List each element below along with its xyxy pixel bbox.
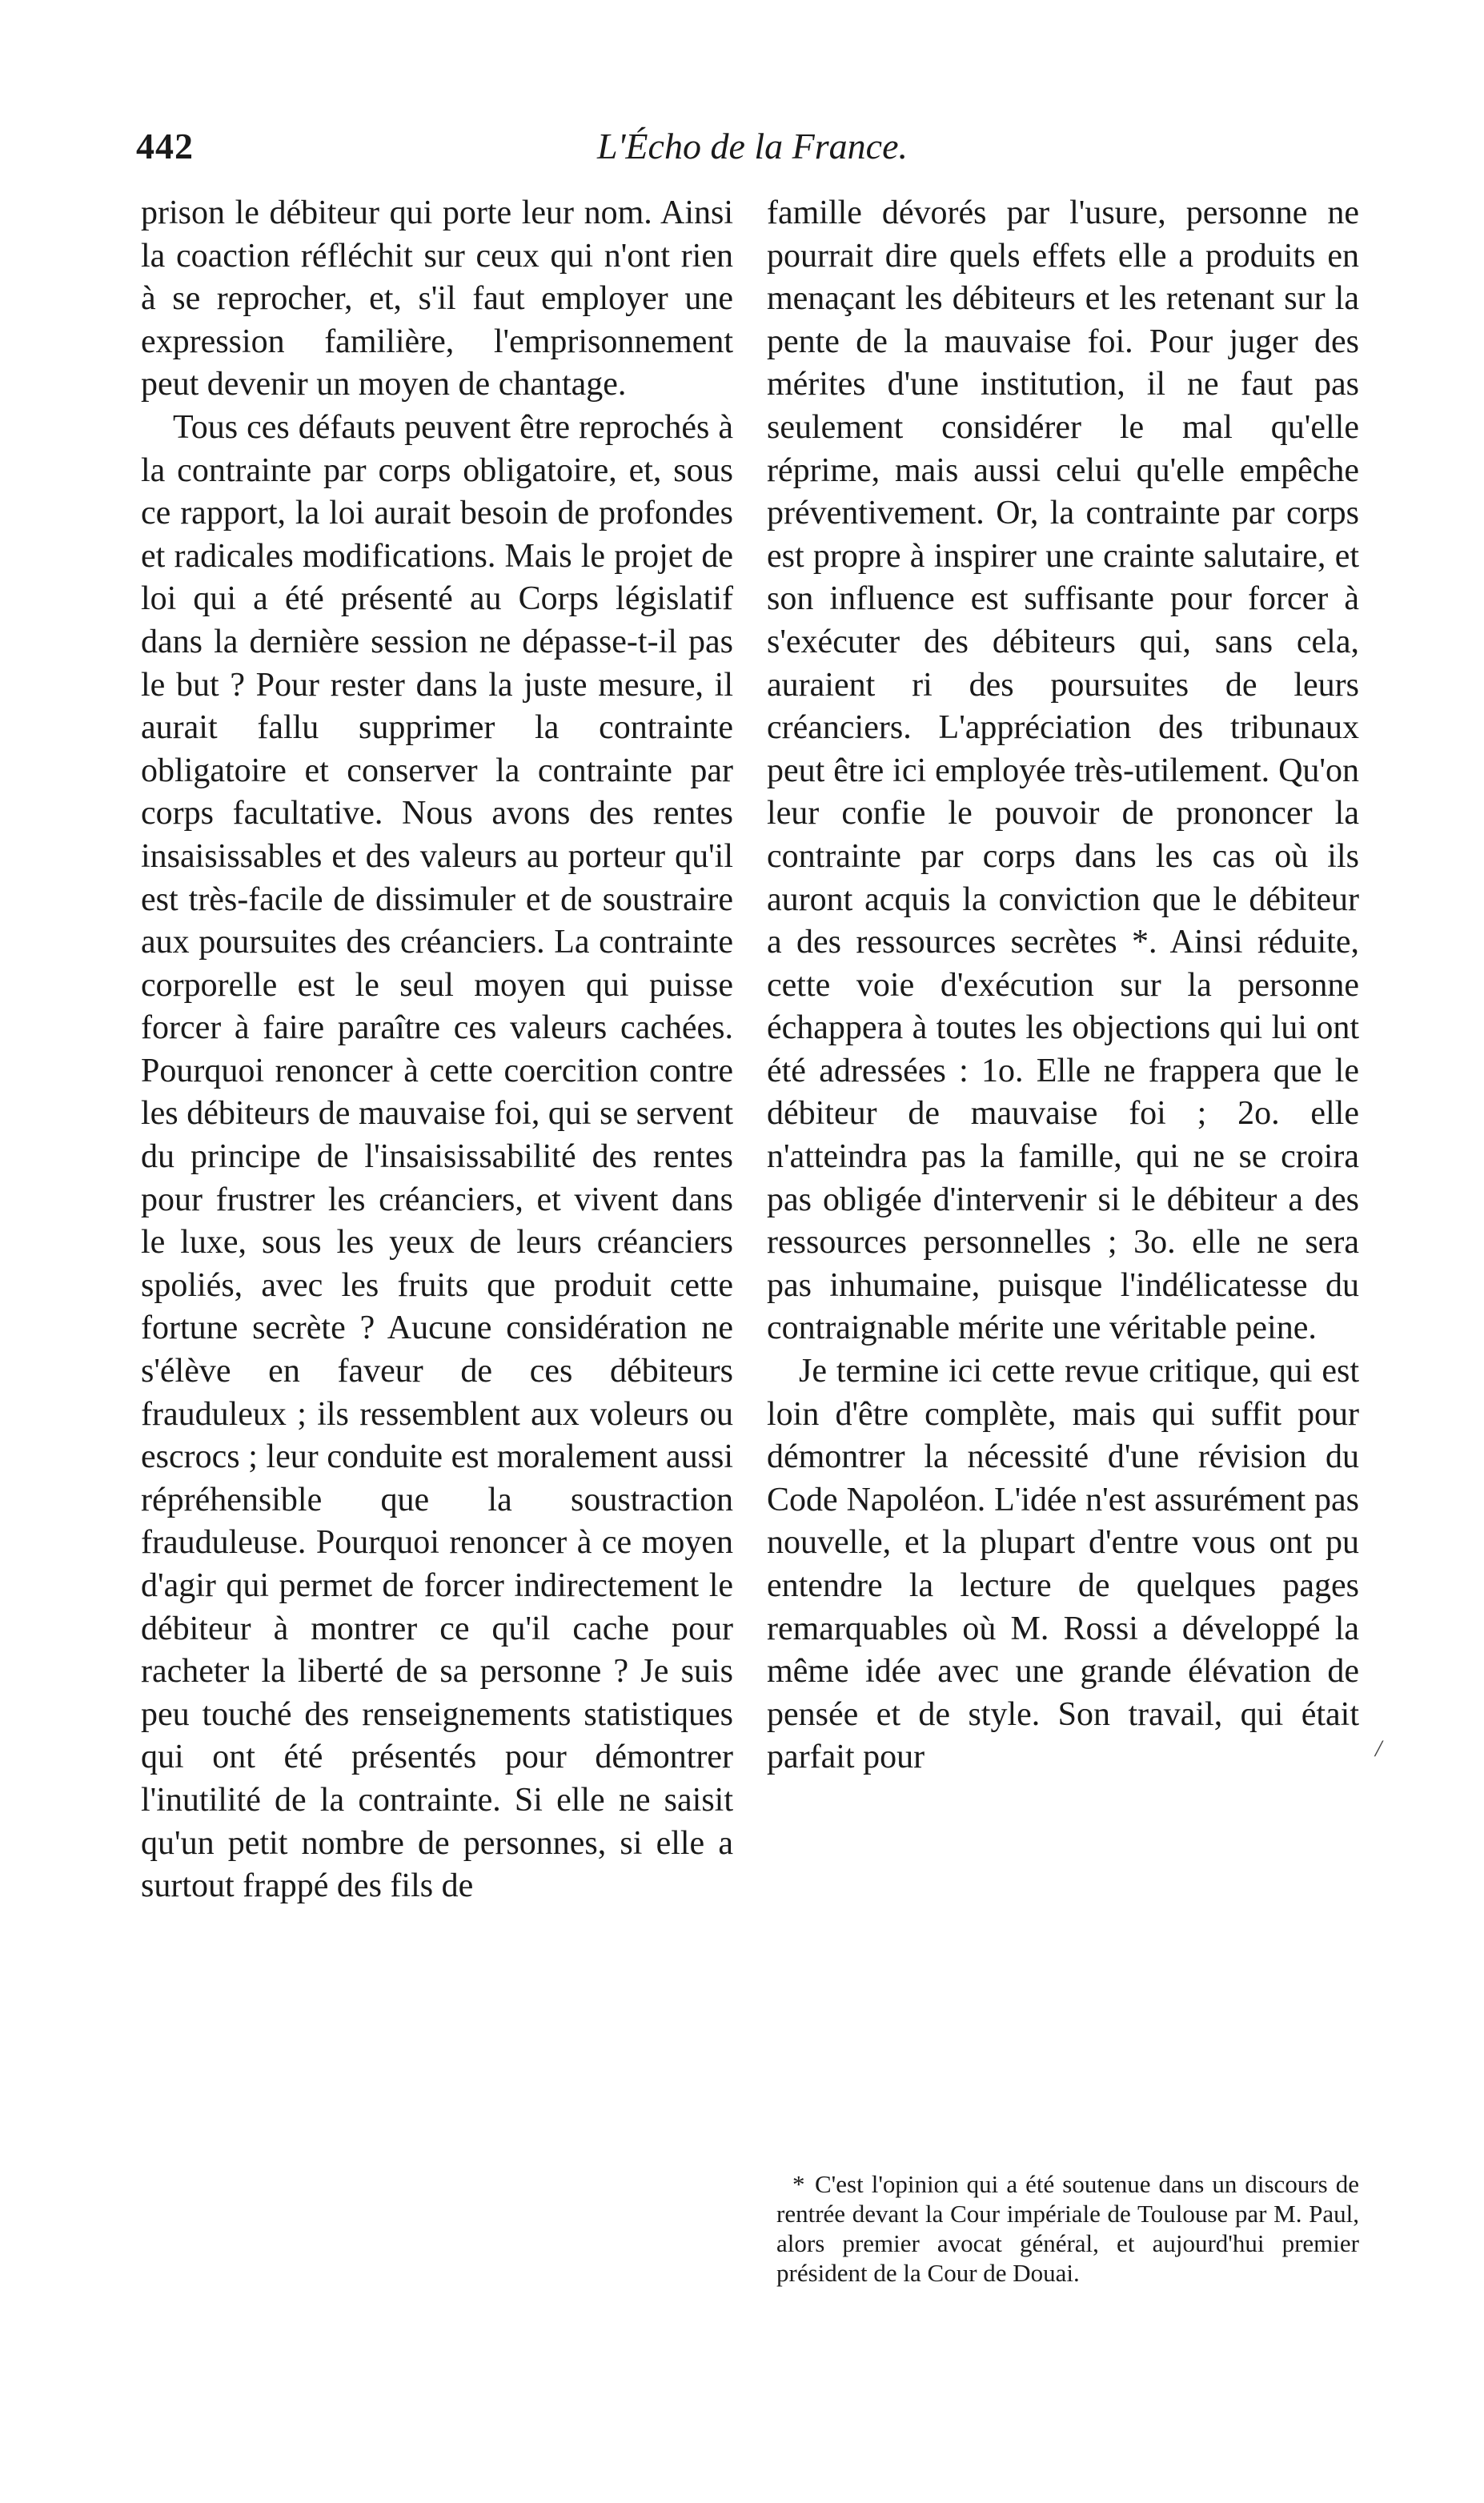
right-paragraph-2: Je termine ici cette revue critique, qui est loin d'être complète, mais qui suffit pour démontrer la nécessité d'une révision du Code Napoléon. L'idée n'est assurément pas nouvelle, et la plupart d'entre vous ont pu entendre la lecture de quelques pages remarquables où M. Rossi a développé la même idée avec une grande élévation de pensée et de style. Son travail, qui était parfait pour bbox=[767, 1353, 1359, 1776]
footnote-text: C'est l'opinion qui a été soutenue dans un discours de rentrée devant la Cour impériale de Toulouse par M. Paul, alors premier avocat général, et aujourd'hui premier président de la Cour de Douai. bbox=[776, 2170, 1359, 2287]
running-title: L'Écho de la France. bbox=[597, 126, 908, 166]
footnote bbox=[776, 2169, 1359, 2288]
page-number: 442 bbox=[136, 126, 194, 166]
left-column bbox=[141, 192, 733, 1908]
page-header bbox=[136, 118, 1369, 174]
right-column bbox=[767, 192, 1359, 1779]
margin-pencil-mark: / bbox=[1375, 1735, 1382, 1762]
left-paragraph-1: prison le débiteur qui porte leur nom. Ainsi la coaction réfléchit sur ceux qui n'ont rien à se reprocher, et, s'il faut employer une expression familière, l'emprisonnement peut devenir un moyen de chantage. bbox=[141, 195, 733, 403]
left-paragraph-2: Tous ces défauts peuvent être reprochés à la contrainte par corps obligatoire, et, sous ce rapport, la loi aurait besoin de profondes et radicales modifications. Mais le projet de loi qui a été présenté au Corps législatif dans la dernière session ne dépasse-t-il pas le but ? Pour rester dans la juste mesure, il aurait fallu supprimer la contrainte obligatoire et conserver la contrainte par corps facultative. Nous avons des rentes insaisissables et des valeurs au porteur qu'il est très-facile de dissimuler et de soustraire aux poursuites des créanciers. La contrainte corporelle est le seul moyen qui puisse forcer à faire paraître ces valeurs cachées. Pourquoi renoncer à cette coercition contre les débiteurs de mauvaise foi, qui se servent du principe de l'insaisissabilité des rentes pour frustrer les créanciers, et vivent dans le luxe, sous les yeux de leurs créanciers spoliés, avec les fruits que produit cette fortune secrète ? Aucune considération ne s'élève en faveur de ces débiteurs frauduleux ; ils ressemblent aux voleurs ou escrocs ; leur conduite est moralement aussi répréhensible que la soustraction frauduleuse. Pourquoi renoncer à ce moyen d'agir qui permet de forcer indirectement le débiteur à montrer ce qu'il cache pour racheter la liberté de sa personne ? Je suis peu touché des renseignements statistiques qui ont été présentés pour démontrer l'inutilité de la contrainte. Si elle ne saisit qu'un petit nombre de personnes, si elle a surtout frappé des fils de bbox=[141, 408, 733, 1905]
footnote-marker: * bbox=[792, 2170, 805, 2198]
right-paragraph-1: famille dévorés par l'usure, personne ne pourrait dire quels effets elle a produits en menaçant les débiteurs et les retenant sur la pente de la mauvaise foi. Pour juger des mérites d'une institution, il ne faut pas seulement considérer le mal qu'elle réprime, mais aussi celui qu'elle empêche préventivement. Or, la contrainte par corps est propre à inspirer une crainte salutaire, et son influence est suffisante pour forcer à s'exécuter des débiteurs qui, sans cela, auraient ri des poursuites de leurs créanciers. L'appréciation des tribunaux peut être ici employée très-utilement. Qu'on leur confie le pouvoir de prononcer la contrainte par corps dans les cas où ils auront acquis la conviction que le débiteur a des ressources secrètes *. Ainsi réduite, cette voie d'exécution sur la personne échappera à toutes les objections qui lui ont été adressées : 1o. Elle ne frappera que le débiteur de mauvaise foi ; 2o. elle n'atteindra pas la famille, qui ne se croira pas obligée d'intervenir si le débiteur a des ressources personnelles ; 3o. elle ne sera pas inhumaine, puisque l'indélicatesse du contraignable mérite une véritable peine. bbox=[767, 195, 1359, 1347]
